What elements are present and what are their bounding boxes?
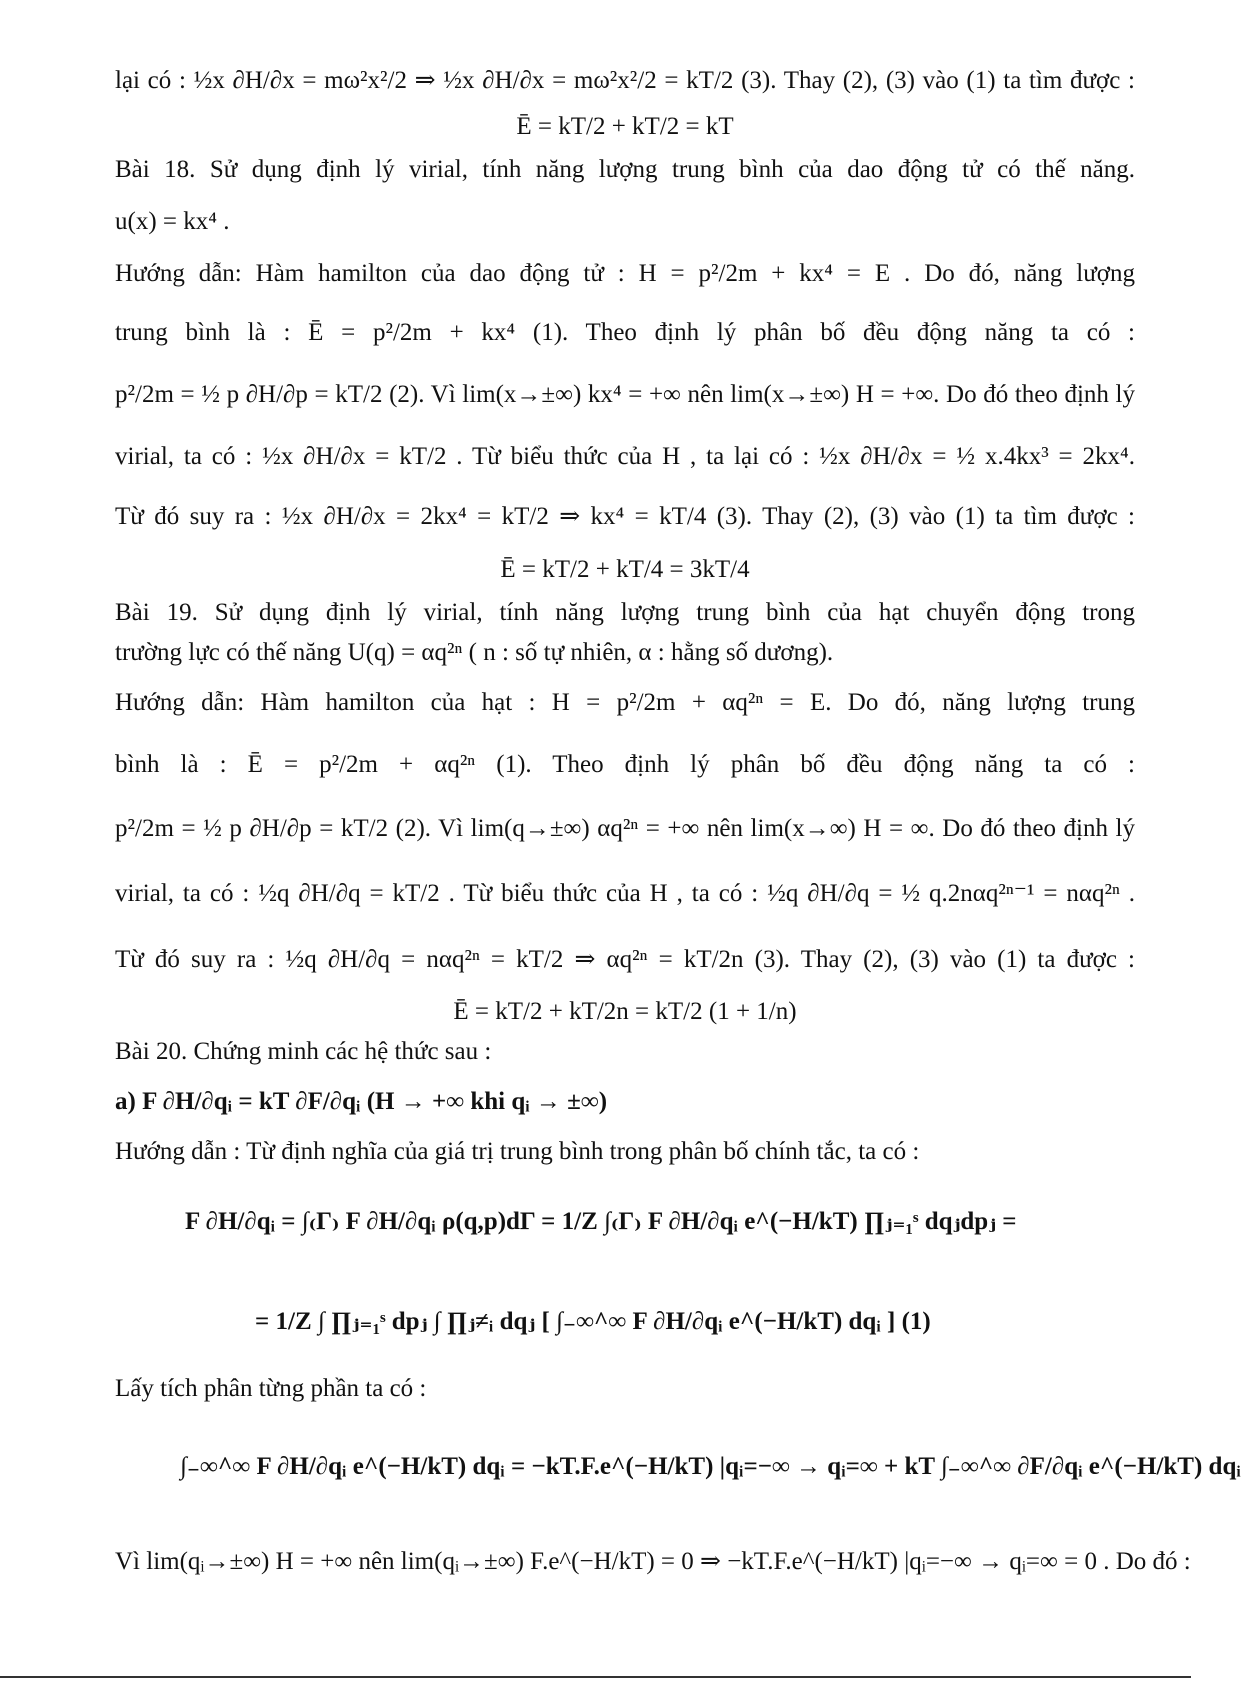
equation-energy-2: Ē = kT/2 + kT/4 = 3kT/4 [500, 556, 750, 583]
text-line-13: Hướng dẫn: Hàm hamilton của hạt : H = p²/2m + αq²ⁿ = E. Do đó, năng lượng trung [115, 689, 1135, 716]
equation-integration-by-parts: ∫₋∞^∞ F ∂H/∂qᵢ e^(−H/kT) dqᵢ = −kT.F.e^(−H/kT) |qᵢ=−∞ → qᵢ=∞ + kT ∫₋∞^∞ ∂F/∂qᵢ e^(−H/kT) dqᵢ [180, 1453, 1241, 1480]
potential-18: u(x) = kx⁴ . [115, 208, 230, 235]
text-line-26: Vì lim(qᵢ→±∞) H = +∞ nên lim(qᵢ→±∞) F.e^(−H/kT) = 0 ⇒ −kT.F.e^(−H/kT) |qᵢ=−∞ → qᵢ=∞ = 0 . Do đó : [115, 1548, 1191, 1575]
text-line-24: Lấy tích phân từng phần ta có : [115, 1375, 427, 1402]
text-line-6: trung bình là : Ē = p²/2m + kx⁴ (1). Theo định lý phân bố đều động năng ta có : [115, 319, 1135, 346]
text-line-1: lại có : ½x ∂H/∂x = mω²x²/2 ⇒ ½x ∂H/∂x = mω²x²/2 = kT/2 (3). Thay (2), (3) vào (1) ta tìm được : [115, 67, 1135, 94]
equation-energy-3: Ē = kT/2 + kT/2n = kT/2 (1 + 1/n) [453, 998, 797, 1025]
equation-average-1: F ∂H/∂qᵢ = ∫₍Γ₎ F ∂H/∂qᵢ ρ(q,p)dΓ = 1/Z ∫₍Γ₎ F ∂H/∂qᵢ e^(−H/kT) ∏ⱼ₌₁ˢ dqⱼdpⱼ = [185, 1208, 1017, 1235]
problem-20-heading: Bài 20. Chứng minh các hệ thức sau : [115, 1038, 492, 1065]
text-line-12: trường lực có thế năng U(q) = αq²ⁿ ( n : số tự nhiên, α : hằng số dương). [115, 639, 834, 666]
text-line-7: p²/2m = ½ p ∂H/∂p = kT/2 (2). Vì lim(x→±∞) kx⁴ = +∞ nên lim(x→±∞) H = +∞. Do đó theo định lý [115, 381, 1135, 408]
text-line-15: p²/2m = ½ p ∂H/∂p = kT/2 (2). Vì lim(q→±∞) αq²ⁿ = +∞ nên lim(x→∞) H = ∞. Do đó theo định lý [115, 815, 1135, 842]
text-line-16: virial, ta có : ½q ∂H/∂q = kT/2 . Từ biểu thức của H , ta có : ½q ∂H/∂q = ½ q.2nαq²ⁿ⁻¹ = nαq²ⁿ . [115, 880, 1135, 907]
text-line-17: Từ đó suy ra : ½q ∂H/∂q = nαq²ⁿ = kT/2 ⇒ αq²ⁿ = kT/2n (3). Thay (2), (3) vào (1) ta được : [115, 946, 1135, 973]
equation-average-2: = 1/Z ∫ ∏ⱼ₌₁ˢ dpⱼ ∫ ∏ⱼ≠ᵢ dqⱼ [ ∫₋∞^∞ F ∂H/∂qᵢ e^(−H/kT) dqᵢ ] (1) [255, 1308, 931, 1335]
text-line-14: bình là : Ē = p²/2m + αq²ⁿ (1). Theo định lý phân bố đều động năng ta có : [115, 751, 1135, 778]
relation-a: a) F ∂H/∂qᵢ = kT ∂F/∂qᵢ (H → +∞ khi qᵢ → ±∞) [115, 1088, 608, 1115]
problem-18-heading: Bài 18. Sử dụng định lý virial, tính năng lượng trung bình của dao động tử có thế năng. [115, 156, 1135, 183]
text-line-21: Hướng dẫn : Từ định nghĩa của giá trị trung bình trong phân bố chính tắc, ta có : [115, 1138, 920, 1165]
text-line-5: Hướng dẫn: Hàm hamilton của dao động tử : H = p²/2m + kx⁴ = E . Do đó, năng lượng [115, 260, 1135, 287]
equation-energy-1: Ē = kT/2 + kT/2 = kT [516, 113, 734, 140]
problem-19-heading: Bài 19. Sử dụng định lý virial, tính năng lượng trung bình của hạt chuyển động trong [115, 599, 1135, 626]
text-line-8: virial, ta có : ½x ∂H/∂x = kT/2 . Từ biểu thức của H , ta lại có : ½x ∂H/∂x = ½ x.4kx³ = 2kx⁴. [115, 443, 1135, 470]
page-bottom-rule [0, 1676, 1191, 1678]
text-line-9: Từ đó suy ra : ½x ∂H/∂x = 2kx⁴ = kT/2 ⇒ kx⁴ = kT/4 (3). Thay (2), (3) vào (1) ta tìm được : [115, 503, 1135, 530]
